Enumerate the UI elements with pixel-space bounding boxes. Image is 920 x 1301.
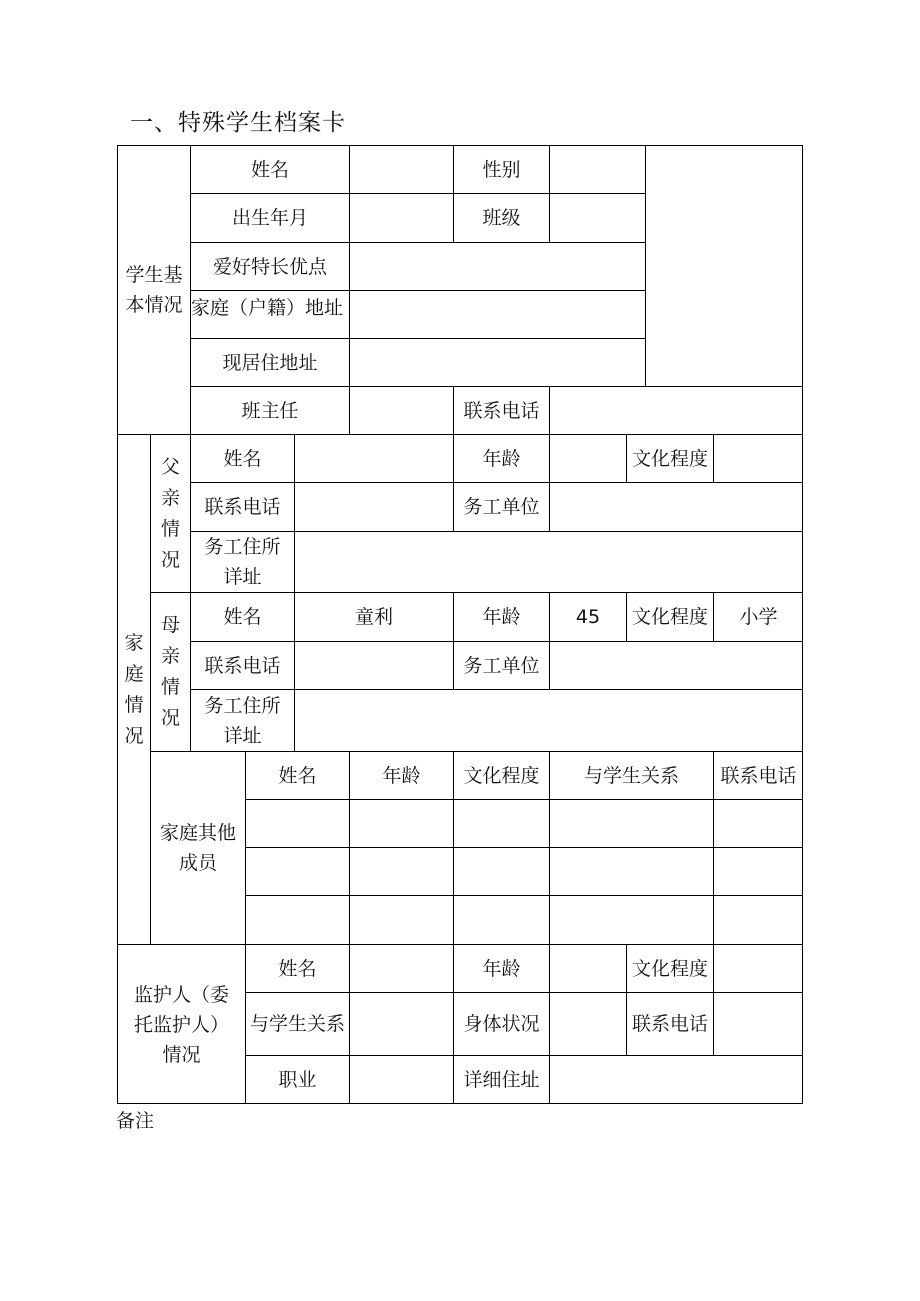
others-cell[interactable] [549, 799, 713, 847]
guardian-relation-label: 与学生关系 [245, 992, 349, 1055]
teacher-label: 班主任 [190, 386, 349, 434]
mother-work-field[interactable] [549, 641, 803, 689]
mother-phone-field[interactable] [294, 641, 453, 689]
father-work-label: 务工单位 [453, 482, 549, 531]
others-header-age: 年龄 [349, 751, 453, 799]
others-cell[interactable] [349, 895, 453, 944]
student-residence-field[interactable] [349, 338, 645, 386]
student-residence-label: 现居住地址 [190, 338, 349, 386]
guardian-edu-label: 文化程度 [626, 944, 713, 992]
others-header-phone: 联系电话 [713, 751, 803, 799]
guardian-relation-field[interactable] [349, 992, 453, 1055]
guardian-address-field[interactable] [549, 1055, 803, 1104]
student-household-field[interactable] [349, 290, 645, 338]
teacher-field[interactable] [349, 386, 453, 434]
student-class-field[interactable] [549, 193, 645, 242]
others-cell[interactable] [245, 847, 349, 895]
student-section-label: 学生基本情况 [117, 145, 190, 434]
mother-edu-label: 文化程度 [626, 592, 713, 641]
student-hobby-label: 爱好特长优点 [190, 242, 349, 290]
student-name-field[interactable] [349, 145, 453, 193]
student-phone-field[interactable] [549, 386, 803, 434]
others-cell[interactable] [713, 847, 803, 895]
student-photo-cell [645, 145, 803, 386]
mother-section-label: 母亲情况 [150, 592, 190, 751]
guardian-section-label: 监护人（委托监护人）情况 [117, 944, 245, 1104]
others-cell[interactable] [453, 847, 549, 895]
father-addr-label: 务工住所详址 [190, 531, 294, 592]
mother-name-field[interactable]: 童利 [294, 592, 453, 641]
others-cell[interactable] [245, 895, 349, 944]
mother-work-label: 务工单位 [453, 641, 549, 689]
others-cell[interactable] [453, 799, 549, 847]
guardian-job-label: 职业 [245, 1055, 349, 1104]
others-header-name: 姓名 [245, 751, 349, 799]
student-gender-label: 性别 [453, 145, 549, 193]
others-cell[interactable] [453, 895, 549, 944]
father-age-field[interactable] [549, 434, 626, 482]
guardian-edu-field[interactable] [713, 944, 803, 992]
mother-name-label: 姓名 [190, 592, 294, 641]
student-archive-card [117, 145, 803, 1104]
father-work-field[interactable] [549, 482, 803, 531]
family-section-label: 家庭情况 [117, 434, 150, 944]
others-cell[interactable] [549, 847, 713, 895]
father-section-label: 父亲情况 [150, 434, 190, 592]
father-phone-label: 联系电话 [190, 482, 294, 531]
others-header-edu: 文化程度 [453, 751, 549, 799]
guardian-health-label: 身体状况 [453, 992, 549, 1055]
father-phone-field[interactable] [294, 482, 453, 531]
guardian-phone-label: 联系电话 [626, 992, 713, 1055]
guardian-age-field[interactable] [549, 944, 626, 992]
mother-age-label: 年龄 [453, 592, 549, 641]
student-birth-label: 出生年月 [190, 193, 349, 242]
guardian-phone-field[interactable] [713, 992, 803, 1055]
father-age-label: 年龄 [453, 434, 549, 482]
others-cell[interactable] [549, 895, 713, 944]
father-name-label: 姓名 [190, 434, 294, 482]
others-cell[interactable] [349, 847, 453, 895]
others-cell[interactable] [713, 895, 803, 944]
page-title: 一、特殊学生档案卡 [130, 110, 346, 136]
guardian-age-label: 年龄 [453, 944, 549, 992]
father-name-field[interactable] [294, 434, 453, 482]
mother-edu-field[interactable]: 小学 [713, 592, 803, 641]
student-hobby-field[interactable] [349, 242, 645, 290]
mother-addr-field[interactable] [294, 689, 803, 751]
guardian-name-label: 姓名 [245, 944, 349, 992]
mother-phone-label: 联系电话 [190, 641, 294, 689]
student-name-label: 姓名 [190, 145, 349, 193]
others-cell[interactable] [349, 799, 453, 847]
student-phone-label: 联系电话 [453, 386, 549, 434]
others-header-relation: 与学生关系 [549, 751, 713, 799]
guardian-health-field[interactable] [549, 992, 626, 1055]
mother-addr-label: 务工住所详址 [190, 689, 294, 751]
others-section-label: 家庭其他成员 [150, 751, 245, 944]
father-edu-label: 文化程度 [626, 434, 713, 482]
student-household-label: 家庭（户籍）地址 [190, 290, 349, 338]
guardian-name-field[interactable] [349, 944, 453, 992]
father-addr-field[interactable] [294, 531, 803, 592]
others-cell[interactable] [713, 799, 803, 847]
guardian-address-label: 详细住址 [453, 1055, 549, 1104]
student-gender-field[interactable] [549, 145, 645, 193]
mother-age-field[interactable]: 45 [549, 592, 626, 641]
student-class-label: 班级 [453, 193, 549, 242]
guardian-job-field[interactable] [349, 1055, 453, 1104]
others-cell[interactable] [245, 799, 349, 847]
note-label: 备注 [116, 1110, 155, 1132]
student-birth-field[interactable] [349, 193, 453, 242]
father-edu-field[interactable] [713, 434, 803, 482]
